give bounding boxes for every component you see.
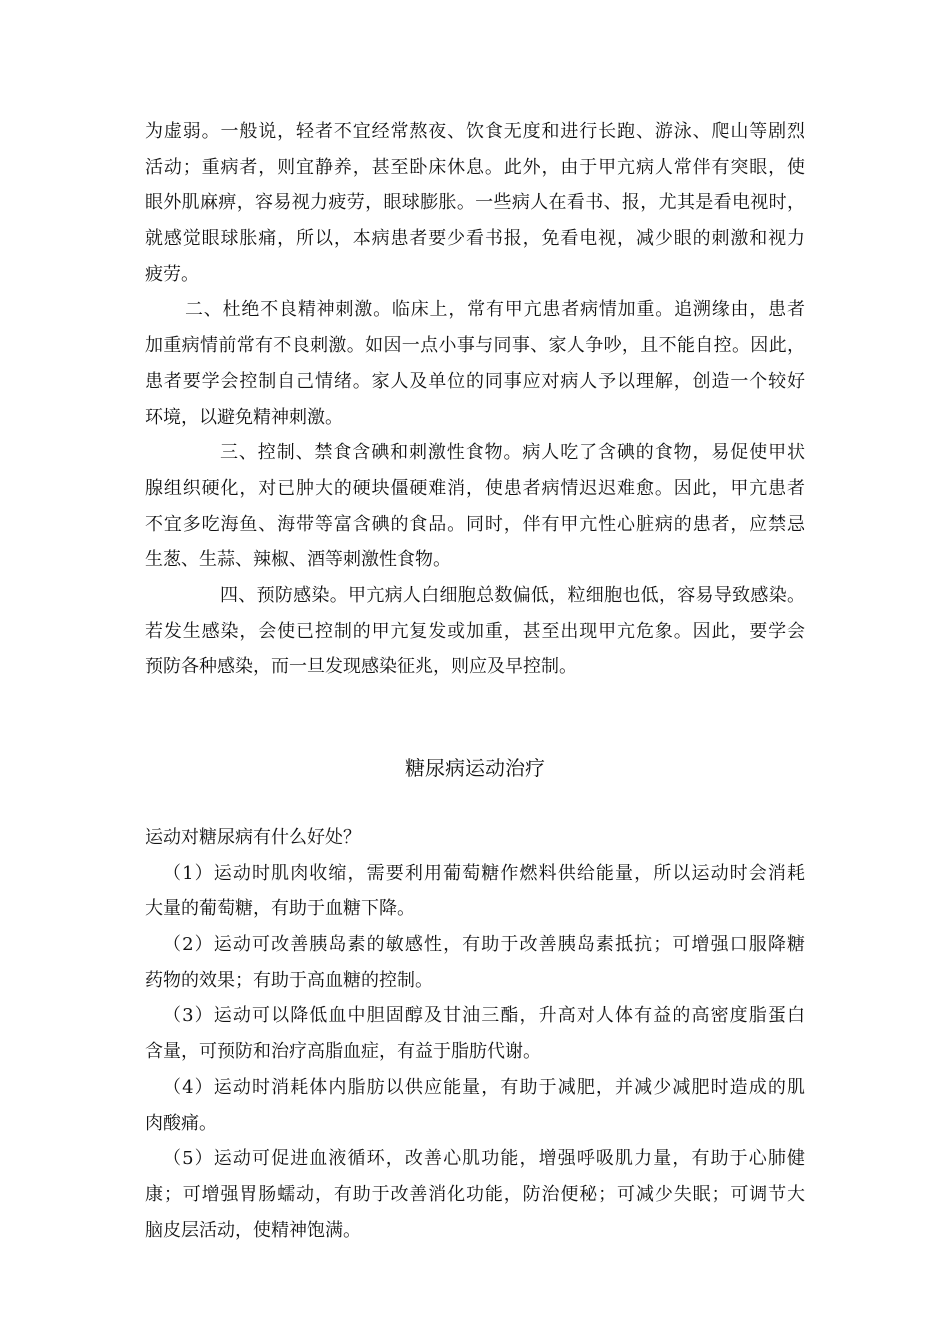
text-line: 环境，以避免精神刺激。 <box>145 406 343 428</box>
text-line: 三、控制、禁食含碘和刺激性食物。病人吃了含碘的食物，易促使甲状 <box>220 442 805 464</box>
text-line: 腺组织硬化，对已肿大的硬块僵硬难消，使患者病情迟迟难愈。因此，甲亢患者 <box>145 477 805 499</box>
text-line: （2）运动可改善胰岛素的敏感性，有助于改善胰岛素抵抗；可增强口服降糖 <box>163 934 805 956</box>
text-line: 生葱、生蒜、辣椒、酒等刺激性食物。 <box>145 549 451 571</box>
text-line: 加重病情前常有不良刺激。如因一点小事与同事、家人争吵，且不能自控。因此， <box>145 335 805 357</box>
text-line: 疲劳。 <box>145 263 199 285</box>
text-line: （5）运动可促进血液循环，改善心肌功能，增强呼吸肌力量，有助于心肺健 <box>163 1148 805 1170</box>
text-line: 眼外肌麻痹，容易视力疲劳，眼球膨胀。一些病人在看书、报，尤其是看电视时， <box>145 192 805 214</box>
text-line: 大量的葡萄糖，有助于血糖下降。 <box>145 898 415 920</box>
text-line: 四、预防感染。甲亢病人白细胞总数偏低，粒细胞也低，容易导致感染。 <box>220 584 805 606</box>
text-line: 若发生感染，会使已控制的甲亢复发或加重，甚至出现甲亢危象。因此，要学会 <box>145 620 805 642</box>
text-line: 肉酸痛。 <box>145 1112 217 1134</box>
text-line: 康；可增强胃肠蠕动，有助于改善消化功能，防治便秘；可减少失眠；可调节大 <box>145 1183 805 1205</box>
text-line: 脑皮层活动，使精神饱满。 <box>145 1219 361 1241</box>
text-line: 就感觉眼球胀痛，所以，本病患者要少看书报，免看电视，减少眼的刺激和视力 <box>145 228 805 250</box>
question-line: 运动对糖尿病有什么好处？ <box>145 827 361 848</box>
text-line: 为虚弱。一般说，轻者不宜经常熬夜、饮食无度和进行长跑、游泳、爬山等剧烈 <box>145 121 805 142</box>
text-line: 患者要学会控制自己情绪。家人及单位的同事应对病人予以理解，创造一个较好 <box>145 370 805 392</box>
hyperthyroid-care-section <box>145 114 805 685</box>
text-line: 二、杜绝不良精神刺激。临床上，常有甲亢患者病情加重。追溯缘由，患者 <box>185 299 805 321</box>
section-title: 糖尿病运动治疗 <box>405 756 545 780</box>
text-line: （3）运动可以降低血中胆固醇及甘油三酯，升高对人体有益的高密度脂蛋白 <box>163 1005 805 1027</box>
text-line: （1）运动时肌肉收缩，需要利用葡萄糖作燃料供给能量，所以运动时会消耗 <box>163 862 805 884</box>
text-line: 药物的效果；有助于高血糖的控制。 <box>145 969 433 991</box>
text-line: 预防各种感染，而一旦发现感染征兆，则应及早控制。 <box>145 656 577 678</box>
text-line: 含量，可预防和治疗高脂血症，有益于脂肪代谢。 <box>145 1041 541 1063</box>
text-line: 不宜多吃海鱼、海带等富含碘的食品。同时，伴有甲亢性心脏病的患者，应禁忌 <box>145 513 805 535</box>
diabetes-exercise-section <box>145 820 805 1248</box>
text-line: （4）运动时消耗体内脂肪以供应能量，有助于减肥，并减少减肥时造成的肌 <box>163 1076 805 1098</box>
text-line: 活动；重病者，则宜静养，甚至卧床休息。此外，由于甲亢病人常伴有突眼，使 <box>145 156 805 178</box>
